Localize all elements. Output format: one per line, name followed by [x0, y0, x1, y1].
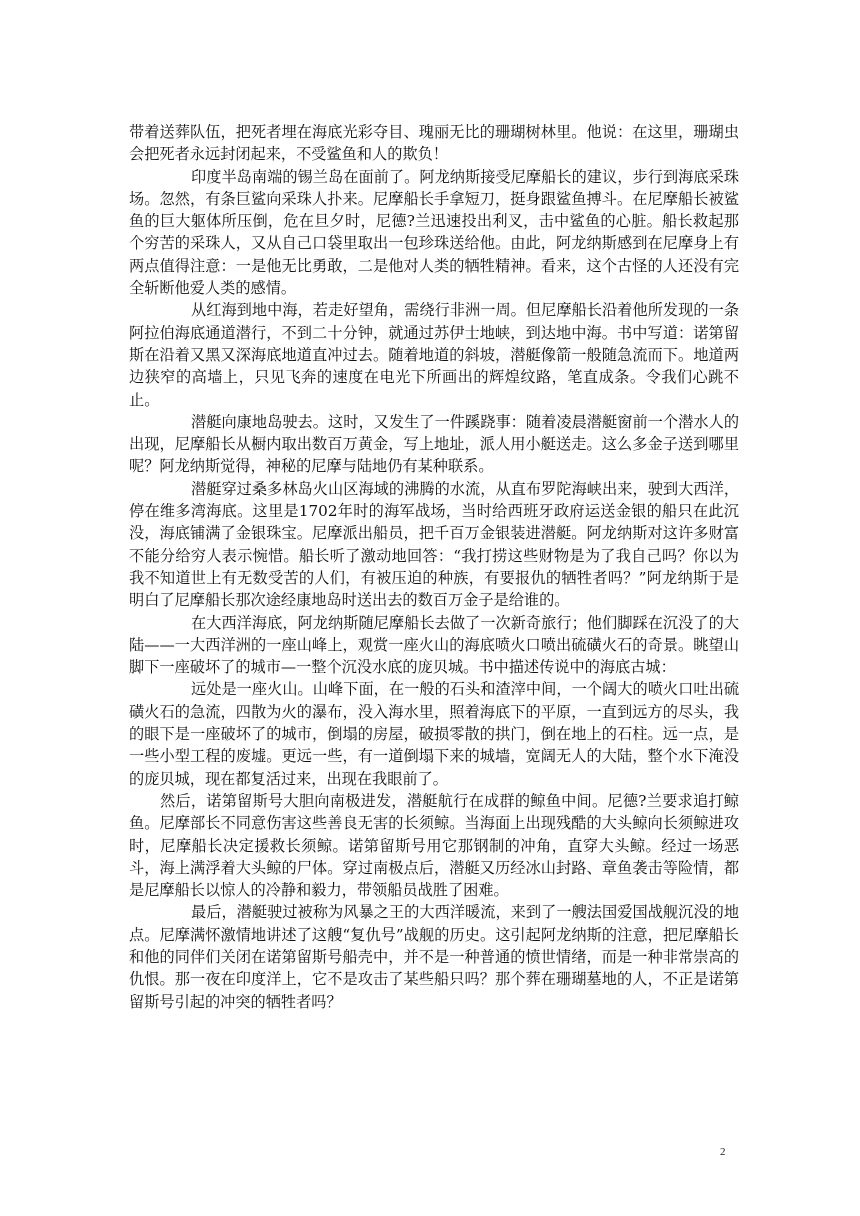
paragraph-vigo-bay-treasure: 潜艇穿过桑多林岛火山区海域的沸腾的水流，从直布罗陀海峡出来，驶到大西洋，停在维多湾海底。这里是1702年时的海军战场，当时给西班牙政府运送金银的船只在此沉没，海底铺满了金银珠宝。尼摩派出船员，把千百万金银装进潜艇。阿龙纳斯对这许多财富不能分给穷人表示惋惜。船长听了激动地回答：“我打捞这些财物是为了我自己吗？你以为我不知道世上有无数受苦的人们，有被压迫的种族，有要报仇的牺牲者吗？”阿龙纳斯于是明白了尼摩船长那次途经康地岛时送出去的数百万金子是给谁的。 — [129, 479, 739, 610]
paragraph-arabian-tunnel: 从红海到地中海，若走好望角，需绕行非洲一周。但尼摩船长沿着他所发现的一条阿拉伯海底通道潜行，不到二十分钟，就通过苏伊士地峡，到达地中海。书中写道：诺第留斯在沿着又黑又深海底地道直冲过去。随着地道的斜坡，潜艇像箭一般随急流而下。地道两边狭窄的高墙上，只见飞奔的速度在电光下所画出的辉煌纹路，笔直成条。令我们心跳不止。 — [129, 301, 739, 409]
paragraph-atlantis-trip: 在大西洋海底，阿龙纳斯随尼摩船长去做了一次新奇旅行；他们脚踩在沉没了的大陆——一大西洋洲的一座山峰上，观赏一座火山的海底喷火口喷出硫磺火石的奇景。眺望山脚下一座破坏了的城市—一整个沉没水底的庞贝城。书中描述传说中的海底古城： — [129, 613, 739, 677]
page-number: 2 — [720, 1146, 726, 1158]
paragraph-candia-gold: 潜艇向康地岛驶去。这时，又发生了一件蹊跷事：随着凌晨潜艇窗前一个潜水人的出现，尼摩船长从橱内取出数百万黄金，写上地址，派人用小艇送走。这么多金子送到哪里呢？阿龙纳斯觉得，神秘的尼摩与陆地仍有某种联系。 — [129, 412, 739, 476]
body-text — [129, 121, 739, 1013]
paragraph-south-pole: 然后，诺第留斯号大胆向南极进发，潜艇航行在成群的鲸鱼中间。尼德?兰要求追打鲸鱼。尼摩部长不同意伤害这些善良无害的长须鲸。当海面上出现残酷的大头鲸向长须鲸进攻时，尼摩船长决定援救长须鲸。诺第留斯号用它那钢制的冲角，直穿大头鲸。经过一场恶斗，海上满浮着大头鲸的尸体。穿过南极点后，潜艇又历经冰山封路、章鱼袭击等险情，都是尼摩船长以惊人的冷静和毅力，带领船员战胜了困难。 — [129, 791, 739, 900]
paragraph-vengeur-history: 最后，潜艇驶过被称为风暴之王的大西洋暖流，来到了一艘法国爱国战舰沉没的地点。尼摩满怀激情地讲述了这艘“复仇号”战舰的历史。这引起阿龙纳斯的注意，把尼摩船长和他的同伴们关闭在诺第留斯号船壳中，并不是一种普通的愤世情绪，而是一种非常崇高的仇恨。那一夜在印度洋上，它不是攻击了某些船只吗？那个葬在珊瑚墓地的人，不正是诺第留斯号引起的冲突的牺牲者吗？ — [129, 903, 739, 1011]
paragraph-ceylon-pearl-fishery: 印度半岛南端的锡兰岛在面前了。阿龙纳斯接受尼摩船长的建议，步行到海底采珠场。忽然，有条巨鲨向采珠人扑来。尼摩船长手拿短刀，挺身跟鲨鱼搏斗。在尼摩船长被鲨鱼的巨大躯体所压倒，危在旦夕时，尼德?兰迅速投出利叉，击中鲨鱼的心脏。船长救起那个穷苦的采珠人，又从自己口袋里取出一包珍珠送给他。由此，阿龙纳斯感到在尼摩身上有两点值得注意：一是他无比勇敢，二是他对人类的牺牲精神。看来，这个古怪的人还没有完全斩断他爱人类的感情。 — [129, 167, 739, 298]
paragraph-volcano-quote: 远处是一座火山。山峰下面，在一般的石头和渣滓中间，一个阔大的喷火口吐出硫磺火石的急流，四散为火的瀑布，没入海水里，照着海底下的平原，一直到远方的尽头，我的眼下是一座破坏了的城市，倒塌的房屋，破损零散的拱门，倒在地上的石柱。远一点，是一些小型工程的废墟。更远一些，有一道倒塌下来的城墙，宽阔无人的大陆，整个水下淹没的庞贝城，现在都复活过来，出现在我眼前了。 — [129, 680, 739, 788]
paragraph-continuation: 带着送葬队伍，把死者埋在海底光彩夺目、瑰丽无比的珊瑚树林里。他说：在这里，珊瑚虫会把死者永远封闭起来，不受鲨鱼和人的欺负！ — [129, 123, 739, 164]
